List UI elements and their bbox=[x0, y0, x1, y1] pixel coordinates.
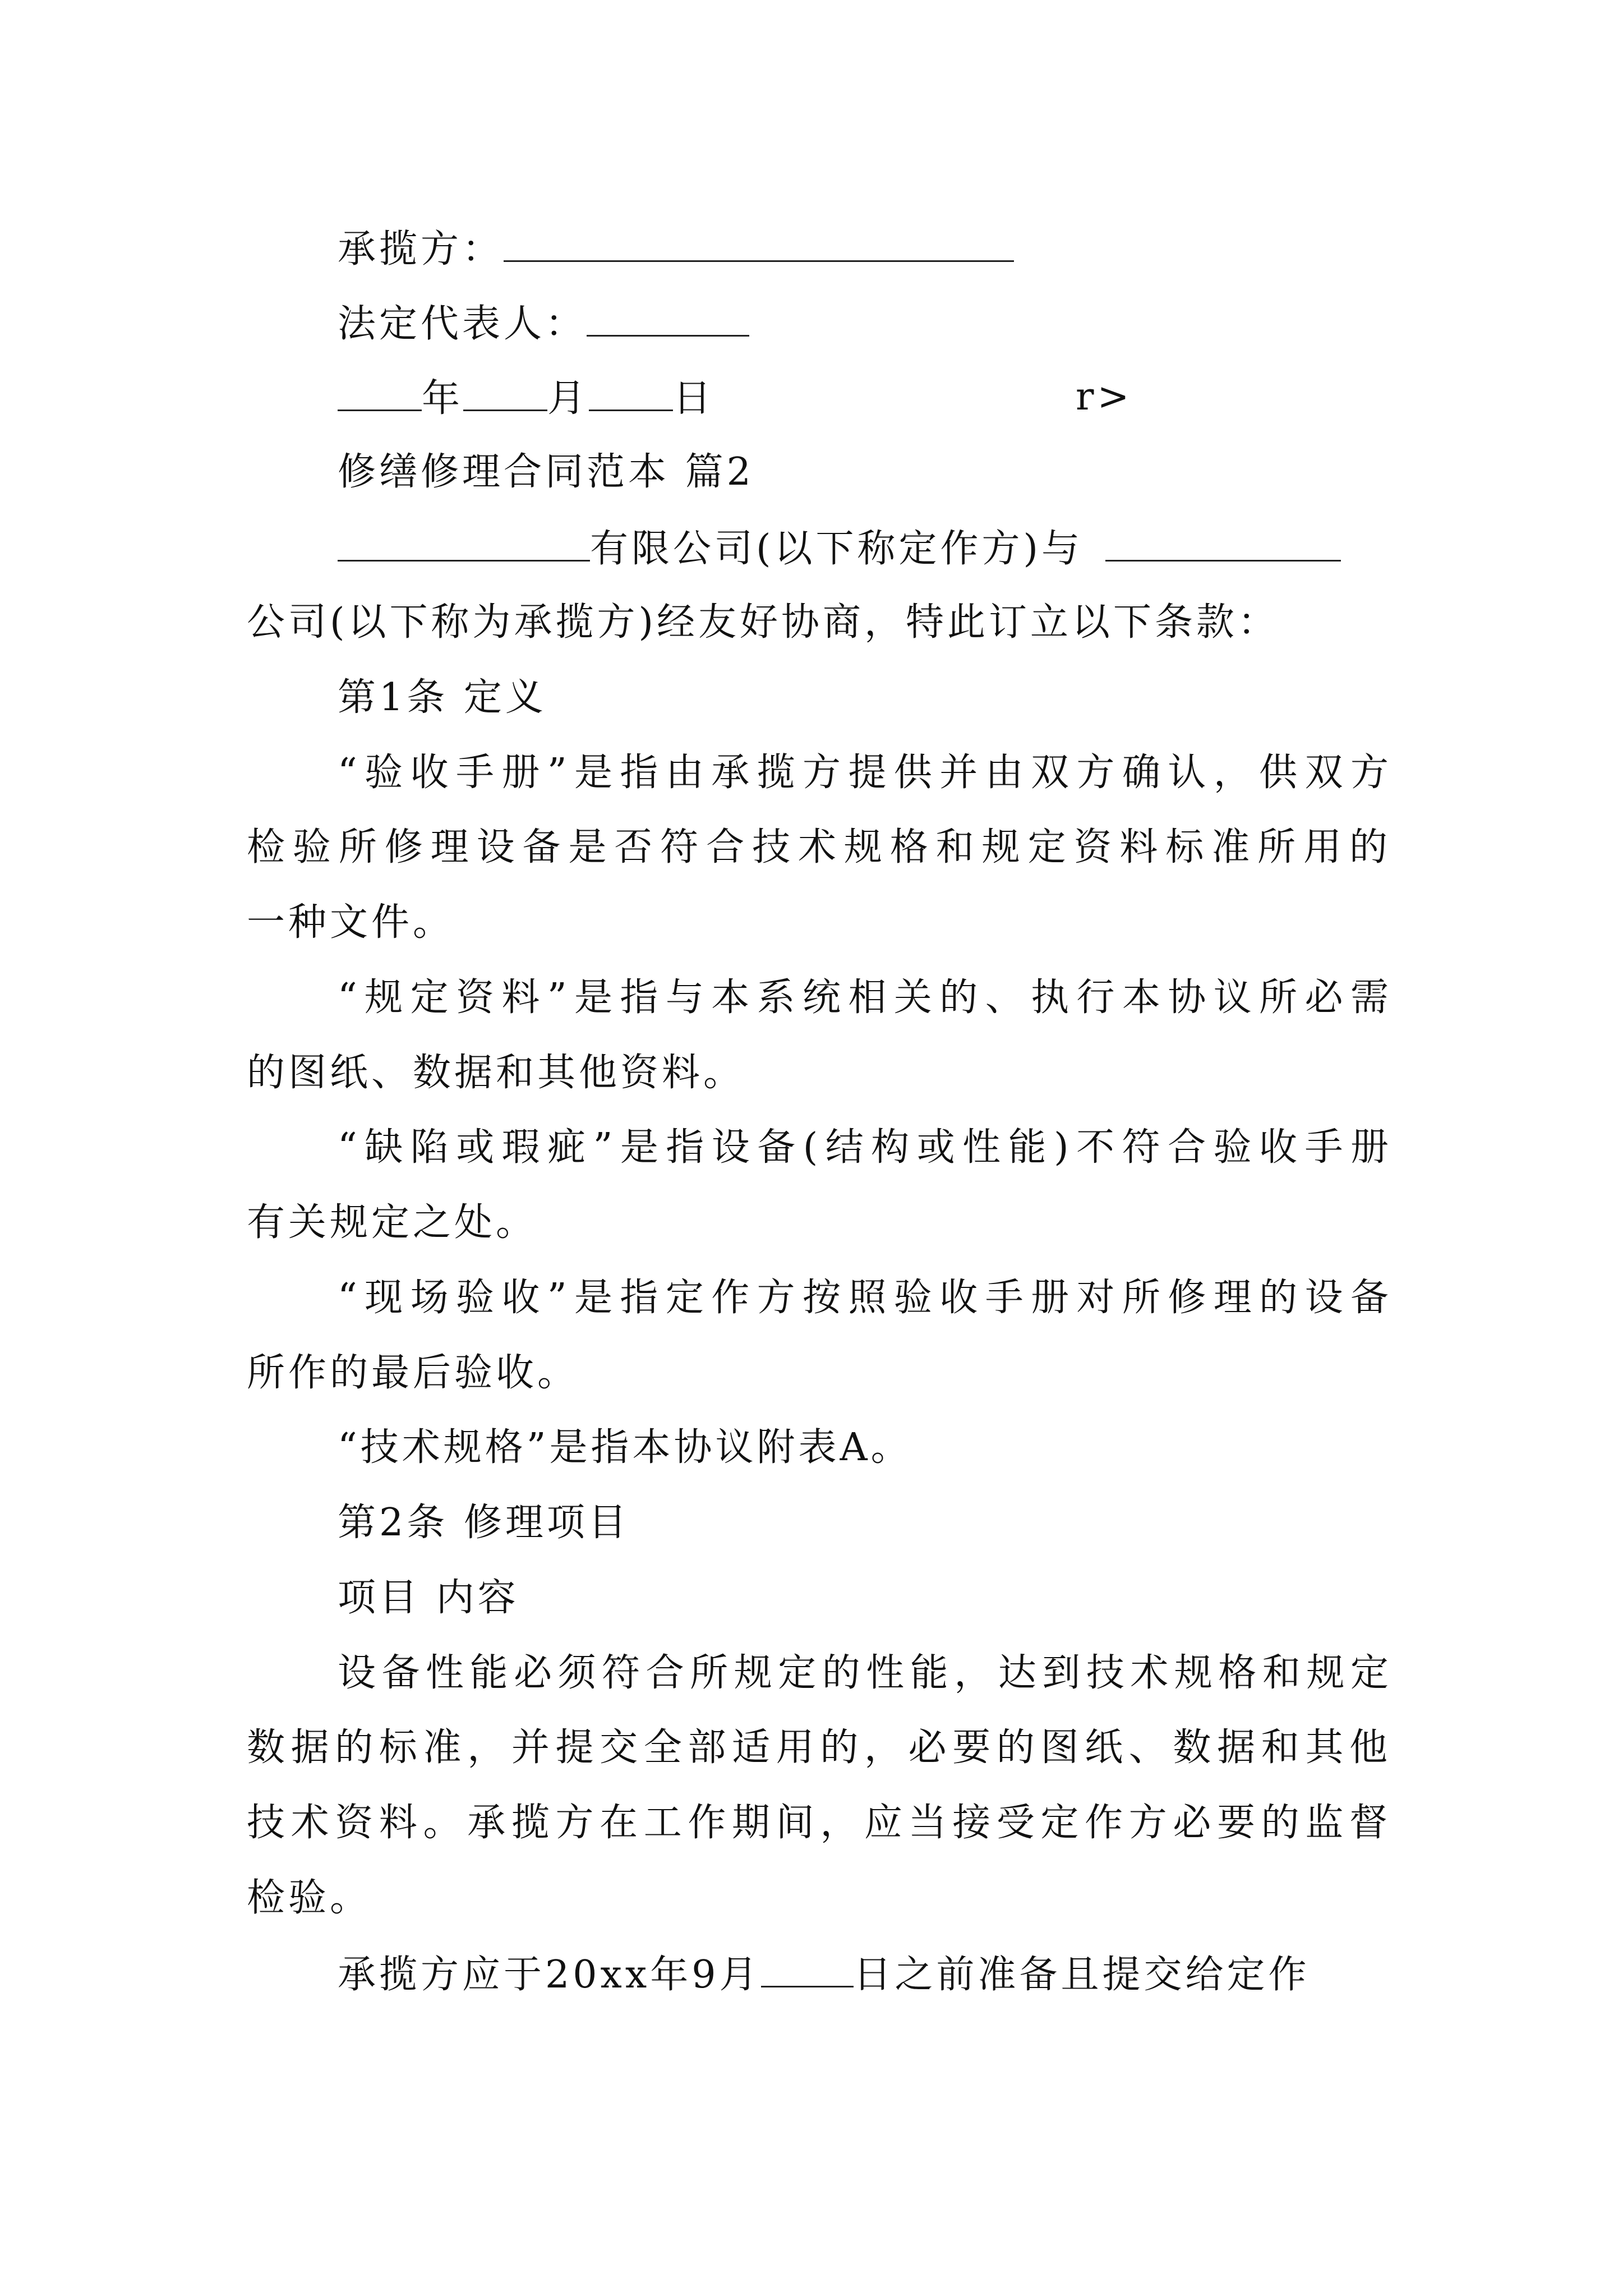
article2-deadline-line bbox=[338, 1951, 1482, 1996]
month-blank bbox=[463, 375, 547, 411]
year-blank bbox=[338, 375, 422, 411]
def5-line: “技术规格”是指本协议附表A。 bbox=[338, 1425, 912, 1470]
legal-rep-label: 法定代表人： bbox=[338, 302, 587, 346]
def1-line-2: 检验所修理设备是否符合技术规格和规定资料标准所用的 bbox=[247, 825, 1391, 869]
article2-subheading: 项目 内容 bbox=[338, 1576, 519, 1620]
def3-line-2: 有关规定之处。 bbox=[247, 1200, 538, 1245]
date-line bbox=[338, 375, 1482, 420]
contractor-line bbox=[338, 226, 1482, 270]
legal-rep-line bbox=[338, 300, 1482, 345]
deadline-before: 承揽方应于20xx年9月 bbox=[338, 1953, 761, 1997]
article1-heading: 第1条 定义 bbox=[338, 675, 547, 720]
def2-line-2: 的图纸、数据和其他资料。 bbox=[247, 1051, 745, 1095]
article2-heading: 第2条 修理项目 bbox=[338, 1501, 630, 1545]
def2-line-1: “规定资料”是指与本系统相关的、执行本协议所必需 bbox=[338, 976, 1392, 1020]
article2-line-3: 技术资料。承揽方在工作期间，应当接受定作方必要的监督 bbox=[247, 1801, 1391, 1845]
day-label: 日 bbox=[673, 376, 715, 421]
article2-line-2: 数据的标准，并提交全部适用的，必要的图纸、数据和其他 bbox=[247, 1726, 1391, 1770]
deadline-after: 日之前准备且提交给定作 bbox=[853, 1953, 1310, 1997]
article2-line-4: 检验。 bbox=[247, 1876, 372, 1920]
month-label: 月 bbox=[547, 376, 589, 421]
contractor-label: 承揽方： bbox=[338, 227, 504, 272]
contractor-blank bbox=[504, 226, 1014, 262]
year-label: 年 bbox=[422, 376, 464, 421]
def1-line-1: “验收手册”是指由承揽方提供并由双方确认，供双方 bbox=[338, 751, 1392, 795]
def4-line-1: “现场验收”是指定作方按照验收手册对所修理的设备 bbox=[338, 1276, 1392, 1320]
def1-line-3: 一种文件。 bbox=[247, 900, 455, 945]
legal-rep-blank bbox=[587, 300, 749, 337]
def4-line-2: 所作的最后验收。 bbox=[247, 1351, 579, 1395]
stray-mark: r> bbox=[1076, 375, 1133, 419]
day-blank bbox=[589, 375, 673, 411]
intro-part1: 有限公司(以下称定作方)与 bbox=[590, 527, 1083, 571]
def3-line-1: “缺陷或瑕疵”是指设备(结构或性能)不符合验收手册 bbox=[338, 1125, 1392, 1170]
deadline-day-blank bbox=[761, 1951, 854, 1987]
article2-line-1: 设备性能必须符合所规定的性能，达到技术规格和规定 bbox=[338, 1651, 1392, 1695]
party-b-blank bbox=[1105, 525, 1341, 562]
section-title: 修缮修理合同范本 篇2 bbox=[338, 450, 754, 494]
party-a-blank bbox=[338, 525, 590, 562]
intro-line-1 bbox=[338, 525, 1482, 570]
intro-line-2: 公司(以下称为承揽方)经友好协商，特此订立以下条款： bbox=[247, 600, 1280, 645]
